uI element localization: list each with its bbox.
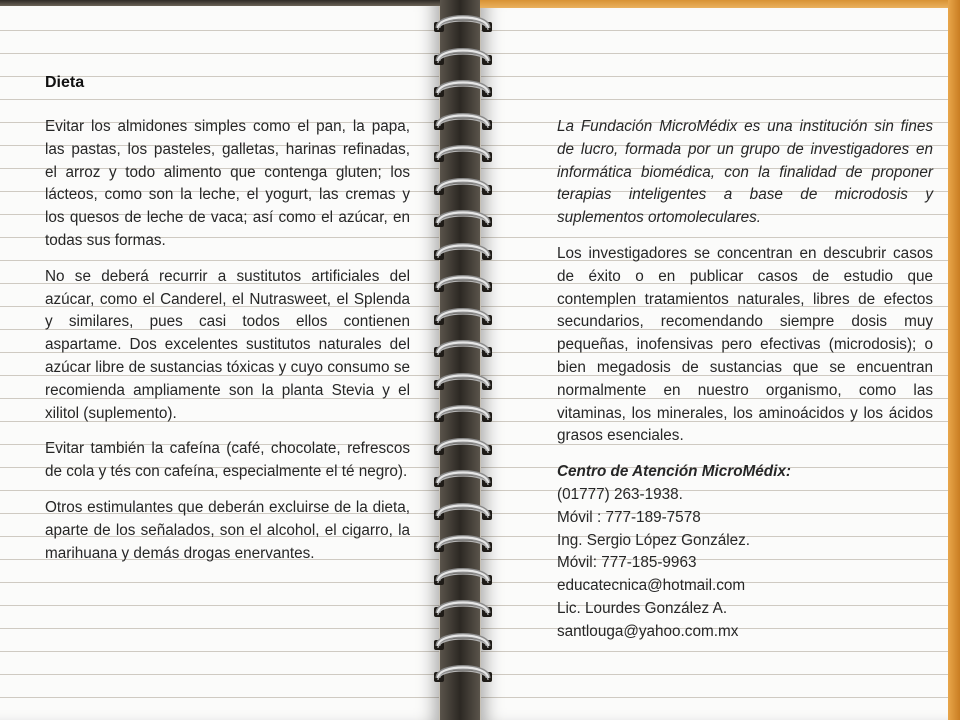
spiral-ring (428, 236, 498, 272)
spiral-ring (428, 496, 498, 532)
spiral-ring (428, 431, 498, 467)
diet-paragraph-1: Evitar los almidones simples como el pan, la papa, las pastas, los pasteles, galletas, harinas refinadas, el arroz y todo alimento que contenga gluten; los lácteos, como son la leche, el yogurt, las cremas y los quesos de leche de vaca; así como el azúcar, en todas sus formas. (45, 118, 410, 249)
spiral-ring (428, 398, 498, 434)
spiral-ring (428, 333, 498, 369)
spiral-ring (428, 366, 498, 402)
spiral-ring (428, 528, 498, 564)
cover-top-edge (480, 0, 960, 8)
diet-paragraph-4: Otros estimulantes que deberán excluirse de la dieta, aparte de los señalados, son el alcohol, el cigarro, la marihuana y demás drogas enervantes. (45, 498, 410, 562)
spiral-ring (428, 106, 498, 142)
contact-email-1: educatecnica@hotmail.com (557, 577, 746, 595)
contact-name-2: Lic. Lourdes González A. (557, 599, 728, 617)
left-column (45, 116, 410, 578)
diet-paragraph-2: No se deberá recurrir a sustitutos artificiales del azúcar, como el Canderel, el Nutrasweet, el Splenda y similares, pues casi todos ellos contienen aspartame. Dos excelentes sustitutos naturales del azúcar libre de sustancias tóxicas y cuyo consumo se recomienda ampliamente son la planta Stevia y el xilitol (suplemento). (45, 267, 410, 422)
page-title: Dieta (45, 74, 85, 91)
spiral-ring (428, 203, 498, 239)
spiral-ring (428, 138, 498, 174)
spiral-ring (428, 41, 498, 77)
spiral-ring (428, 658, 498, 694)
spiral-ring (428, 301, 498, 337)
left-cover-edge (0, 0, 440, 6)
contact-title: Centro de Atención MicroMédix: (557, 463, 792, 481)
spiral-ring (428, 171, 498, 207)
spiral-ring (428, 593, 498, 629)
contact-mobile-1: Móvil : 777-189-7578 (557, 508, 701, 526)
contact-mobile-2: Móvil: 777-185-9963 (557, 554, 697, 572)
diet-paragraph-3: Evitar también la cafeína (café, chocolate, refrescos de cola y tés con cafeína, especialmente el té negro). (45, 440, 410, 481)
contact-phone: (01777) 263-1938. (557, 485, 683, 503)
research-paragraph: Los investigadores se concentran en descubrir casos de éxito o en publicar casos de estudio que contemplen tratamientos naturales, libres de efectos secundarios, recomendando siempre dosis muy pequeñas, inofensivas pero efectivas (microdosis); o bien megadosis de sustancias que se encuentran normalmente en nuestro organismo, como las vitaminas, los minerales, los aminoácidos y los ácidos grasos esenciales. (557, 244, 933, 445)
spiral-ring (428, 268, 498, 304)
right-column (557, 116, 933, 644)
foundation-intro: La Fundación MicroMédix es una institución sin fines de lucro, formada por un grupo de investigadores en informática biomédica, con la finalidad de proponer terapias inteligentes a base de microdosis y suplementos ortomoleculares. (557, 118, 933, 227)
spiral-ring (428, 8, 498, 44)
contact-email-2: santlouga@yahoo.com.mx (557, 622, 739, 640)
spiral-ring (428, 561, 498, 597)
cover-right-edge (948, 0, 960, 720)
spiral-ring (428, 73, 498, 109)
spiral-ring (428, 626, 498, 662)
contact-name-1: Ing. Sergio López González. (557, 531, 751, 549)
spiral-ring (428, 463, 498, 499)
